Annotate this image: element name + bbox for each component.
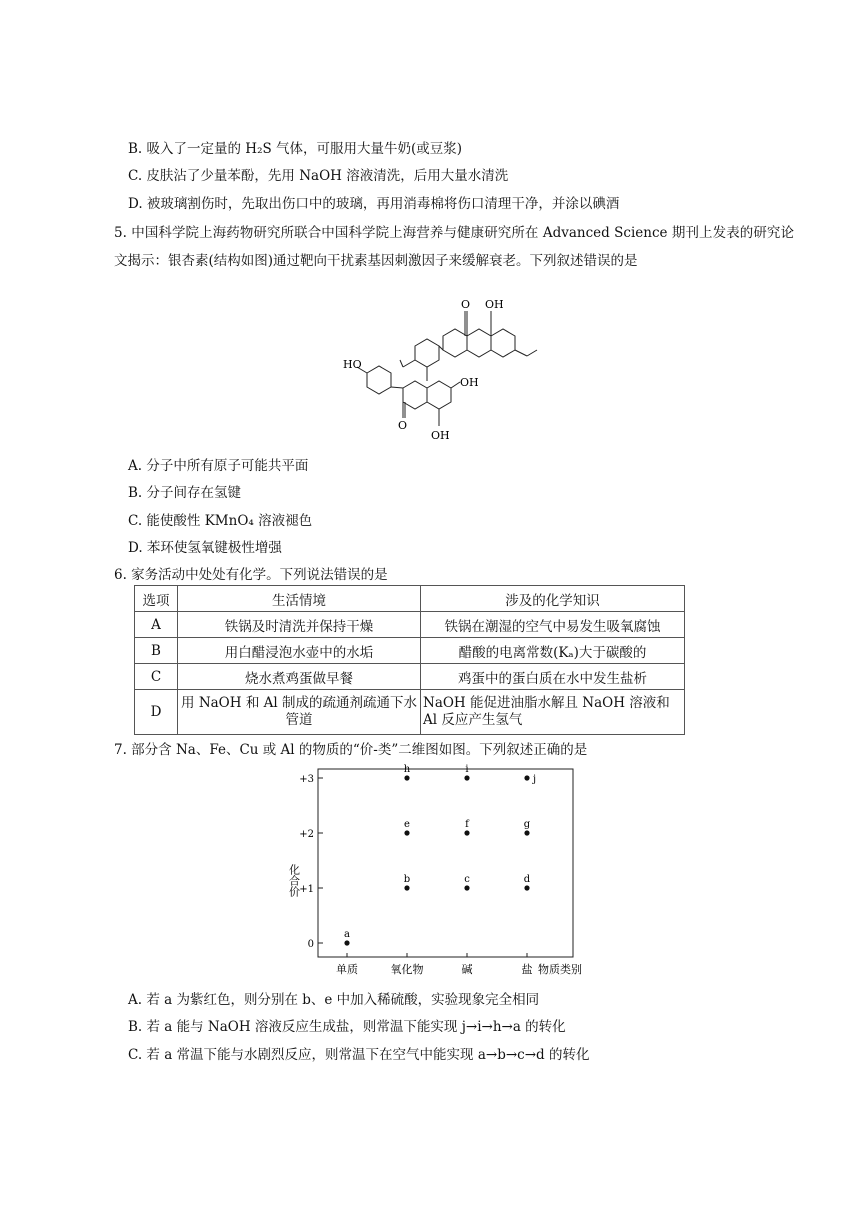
data-point-label: j xyxy=(533,774,537,785)
structure-label-o-top: O xyxy=(461,298,471,311)
valence-class-chart xyxy=(280,764,630,982)
data-point-label: e xyxy=(404,819,410,830)
ginkgetin-structure xyxy=(330,296,550,446)
data-point-d xyxy=(524,885,529,890)
q7-stem: 7. 部分含 Na、Fe、Cu 或 Al 的物质的“价-类”二维图如图。下列叙述正确的是 xyxy=(114,742,588,758)
chart-frame xyxy=(318,769,573,957)
data-point-label: c xyxy=(464,874,470,885)
y-tick-label: 0 xyxy=(307,939,314,950)
data-point-f xyxy=(464,830,469,835)
table-header-cell: 选项 xyxy=(135,586,178,612)
x-tick-label: 盐 xyxy=(521,963,533,976)
y-tick-label: +1 xyxy=(299,884,314,895)
data-point-label: g xyxy=(523,819,531,830)
data-point-e xyxy=(404,830,409,835)
table-cell: 用白醋浸泡水壶中的水垢 xyxy=(178,638,421,664)
table-cell: NaOH 能促进油脂水解且 NaOH 溶液和 Al 反应产生氢气 xyxy=(421,690,685,735)
x-tick-label: 单质 xyxy=(336,963,358,976)
q5-option-a: A. 分子中所有原子可能共平面 xyxy=(128,458,309,474)
table-cell: 烧水煮鸡蛋做早餐 xyxy=(178,664,421,690)
x-tick-label: 氧化物 xyxy=(390,963,424,976)
data-point-g xyxy=(524,830,529,835)
x-axis-label: 物质类别 xyxy=(538,963,582,976)
table-header-cell: 生活情境 xyxy=(178,586,421,612)
data-point-c xyxy=(464,885,469,890)
data-point-label: d xyxy=(523,874,531,885)
q7-option-b: B. 若 a 能与 NaOH 溶液反应生成盐，则常温下能实现 j→i→h→a 的转化 xyxy=(128,1019,566,1035)
structure-label-oh-bottom: OH xyxy=(431,429,450,442)
table-row xyxy=(135,638,685,664)
structure-label-oh-top: OH xyxy=(485,298,504,311)
table-cell: C xyxy=(135,664,178,690)
x-tick-label: 碱 xyxy=(461,963,473,976)
q5-option-d: D. 苯环使氢氧键极性增强 xyxy=(128,540,282,556)
table-cell: A xyxy=(135,612,178,638)
table-header-cell: 涉及的化学知识 xyxy=(421,586,685,612)
table-cell: 鸡蛋中的蛋白质在水中发生盐析 xyxy=(421,664,685,690)
data-point-h xyxy=(404,775,409,780)
data-point-label: a xyxy=(344,929,350,940)
q7-option-a: A. 若 a 为紫红色，则分别在 b、e 中加入稀硫酸，实验现象完全相同 xyxy=(128,992,540,1008)
structure-label-o-bottom: O xyxy=(398,419,408,432)
q7-option-c: C. 若 a 常温下能与水剧烈反应，则常温下在空气中能实现 a→b→c→d 的转化 xyxy=(128,1047,590,1063)
table-header-row xyxy=(135,586,685,612)
data-point-label: h xyxy=(403,764,411,775)
structure-label-ho-left: HO xyxy=(343,358,362,371)
table-cell: 用 NaOH 和 Al 制成的疏通剂疏通下水管道 xyxy=(178,690,421,735)
table-cell: 铁锅在潮湿的空气中易发生吸氧腐蚀 xyxy=(421,612,685,638)
q5-option-c: C. 能使酸性 KMnO₄ 溶液褪色 xyxy=(128,513,313,529)
q4-option-d: D. 被玻璃割伤时，先取出伤口中的玻璃，再用消毒棉将伤口清理干净，并涂以碘酒 xyxy=(128,196,620,212)
table-cell: 醋酸的电离常数(Kₐ)大于碳酸的 xyxy=(421,638,685,664)
q4-option-b: B. 吸入了一定量的 H₂S 气体，可服用大量牛奶(或豆浆) xyxy=(128,141,463,157)
table-row xyxy=(135,690,685,735)
q6-stem: 6. 家务活动中处处有化学。下列说法错误的是 xyxy=(114,567,388,583)
table-cell: D xyxy=(135,690,178,735)
y-tick-label: +2 xyxy=(299,829,314,840)
data-point-j xyxy=(524,775,529,780)
data-point-b xyxy=(404,885,409,890)
y-axis-label: 化合价 xyxy=(287,864,301,897)
data-point-a xyxy=(344,940,349,945)
table-cell: B xyxy=(135,638,178,664)
data-point-label: f xyxy=(465,819,469,830)
table-cell: 铁锅及时清洗并保持干燥 xyxy=(178,612,421,638)
q6-table xyxy=(134,585,685,735)
data-point-label: b xyxy=(403,874,411,885)
q4-option-c: C. 皮肤沾了少量苯酚，先用 NaOH 溶液清洗，后用大量水清洗 xyxy=(128,168,509,184)
structure-label-oh-mid: OH xyxy=(460,376,479,389)
q5-stem: 5. 中国科学院上海药物研究所联合中国科学院上海营养与健康研究所在 Advanced Science 期刊上发表的研究论文揭示：银杏素(结构如图)通过靶向干扰素基因刺激因子来缓解衰老。下列叙述错误的是 xyxy=(114,225,794,269)
q5-option-b: B. 分子间存在氢键 xyxy=(128,485,242,501)
data-point-label: i xyxy=(465,764,469,775)
y-tick-label: +3 xyxy=(299,774,314,785)
data-point-i xyxy=(464,775,469,780)
table-row xyxy=(135,612,685,638)
table-row xyxy=(135,664,685,690)
